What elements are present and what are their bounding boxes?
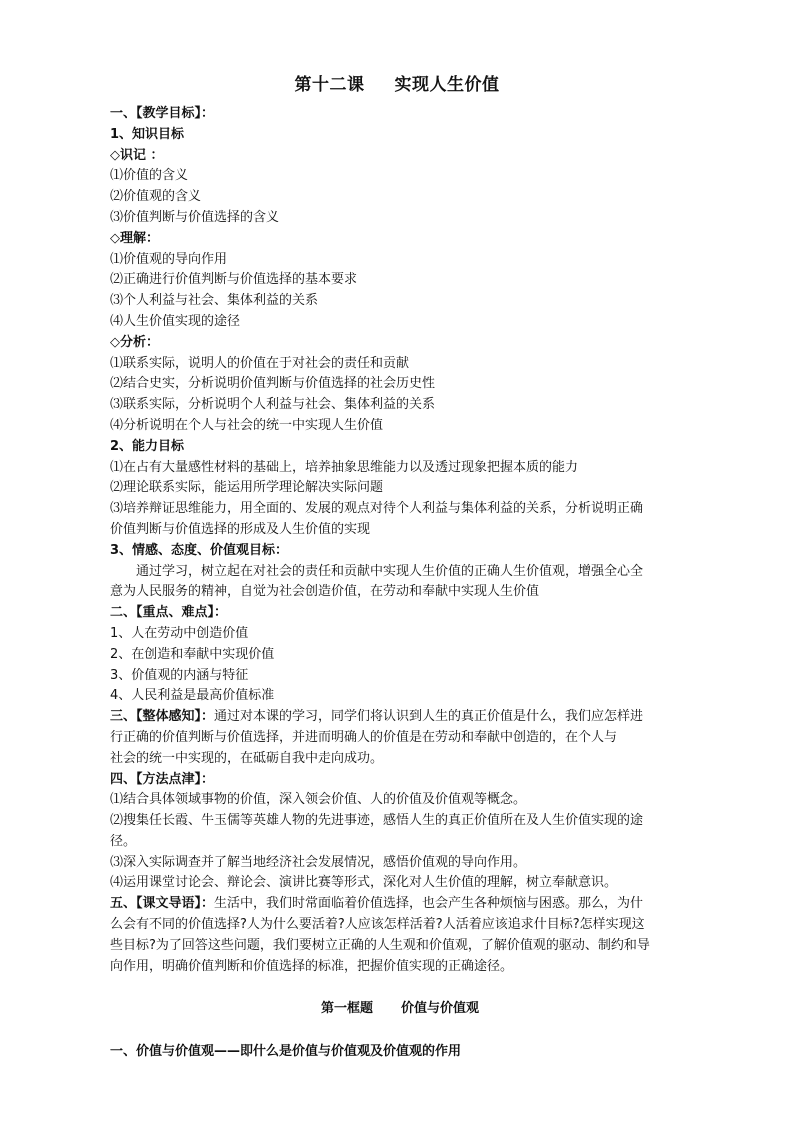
lesson-title bbox=[0, 70, 794, 95]
list-item: ⑴在占有大量感性材料的基础上，培养抽象思维能力以及透过现象把握本质的能力 bbox=[110, 459, 579, 475]
list-item: ⑵结合史实，分析说明价值判断与价值选择的社会历史性 bbox=[110, 376, 436, 392]
list-item: 1、人在劳动中创造价值 bbox=[110, 625, 249, 641]
heading-understand: ◇理解： bbox=[110, 230, 159, 246]
list-item: ⑵理论联系实际，能运用所学理论解决实际问题 bbox=[110, 480, 384, 496]
list-item: ⑷运用课堂讨论会、辩论会、演讲比赛等形式，深化对人生价值的理解，树立奉献意识。 bbox=[110, 875, 618, 891]
list-item: 价值判断与价值选择的形成及人生价值的实现 bbox=[110, 521, 371, 537]
heading-intro: 五、【课文导语】： bbox=[110, 896, 215, 912]
section-heading: 一、价值与价值观——即什么是价值与价值观及价值观的作用 bbox=[110, 1044, 462, 1060]
paragraph-line: 通过学习，树立起在对社会的责任和贡献中实现人生价值的正确人生价值观，增强全心全 bbox=[136, 563, 644, 579]
heading-key-points: 二、【重点、难点】： bbox=[110, 605, 228, 621]
list-item: 3、价值观的内涵与特征 bbox=[110, 667, 249, 683]
list-item: ⑴价值观的导向作用 bbox=[110, 251, 228, 267]
overview-line: 行正确的价值判断与价值选择，并进而明确人的价值是在劳动和奉献中创造的，在个人与 bbox=[110, 729, 618, 745]
list-item: 4、人民利益是最高价值标准 bbox=[110, 688, 275, 704]
list-item: 径。 bbox=[110, 833, 137, 849]
lesson-name: 实现人生价值 bbox=[394, 75, 500, 95]
subheading-part: 第一框题 bbox=[320, 1001, 373, 1017]
heading-teaching-goals: 一、【教学目标】： bbox=[110, 106, 215, 121]
list-item: ⑶联系实际，分析说明个人利益与社会、集体利益的关系 bbox=[110, 397, 436, 413]
heading-knowledge-goals: 1、知识目标 bbox=[110, 126, 185, 142]
intro-text: 生活中，我们时常面临着价值选择，也会产生各种烦恼与困惑。那么，为什 bbox=[214, 896, 644, 912]
list-item: ⑷分析说明在个人与社会的统一中实现人生价值 bbox=[110, 417, 384, 433]
list-item: ⑴结合具体领域事物的价值，深入领会价值、人的价值及价值观等概念。 bbox=[110, 792, 527, 808]
intro-line: 向作用，明确价值判断和价值选择的标准，把握价值实现的正确途径。 bbox=[110, 958, 514, 974]
intro-line: 些目标?为了回答这些问题，我们要树立正确的人生观和价值观，了解价值观的驱动、制约和导 bbox=[110, 937, 650, 953]
list-item: ⑶个人利益与社会、集体利益的关系 bbox=[110, 293, 319, 309]
intro-line: 么会有不同的价值选择?人为什么要活着?人应该怎样活着?人活着应该追求什目标?怎样实现这 bbox=[110, 917, 645, 933]
subheading bbox=[110, 999, 690, 1020]
heading-analyze: ◇分析： bbox=[110, 334, 159, 350]
overview-line: 社会的统一中实现的，在砥砺自我中走向成功。 bbox=[110, 750, 384, 766]
heading-method: 四、【方法点津】： bbox=[110, 771, 215, 787]
list-item: ⑶深入实际调查并了解当地经济社会发展情况，感悟价值观的导向作用。 bbox=[110, 854, 527, 870]
heading-ability-goals: 2、能力目标 bbox=[110, 438, 185, 454]
list-item: ⑴联系实际，说明人的价值在于对社会的责任和贡献 bbox=[110, 355, 410, 371]
list-item: 2、在创造和奉献中实现价值 bbox=[110, 646, 275, 662]
intro-line bbox=[110, 894, 690, 915]
list-item: ⑴价值的含义 bbox=[110, 168, 189, 184]
paragraph-line: 意为人民服务的精神，自觉为社会创造价值，在劳动和奉献中实现人生价值 bbox=[110, 584, 540, 600]
heading-attitude-goals: 3、情感、态度、价值观目标： bbox=[110, 542, 289, 558]
heading-overview: 三、【整体感知】： bbox=[110, 709, 215, 725]
overview-text: 通过对本课的学习，同学们将认识到人生的真正价值是什么，我们应怎样进 bbox=[214, 709, 644, 725]
subheading-name: 价值与价值观 bbox=[401, 1001, 480, 1017]
lesson-number: 第十二课 bbox=[294, 75, 365, 95]
list-item: ⑶价值判断与价值选择的含义 bbox=[110, 209, 280, 225]
document-body bbox=[110, 104, 690, 1063]
list-item: ⑶培养辩证思维能力，用全面的、发展的观点对待个人利益与集体利益的关系，分析说明正确 bbox=[110, 501, 644, 517]
list-item: ⑵价值观的含义 bbox=[110, 189, 202, 205]
list-item: ⑵搜集任长霞、牛玉儒等英雄人物的先进事迹，感悟人生的真正价值所在及人生价值实现的途 bbox=[110, 813, 644, 829]
list-item: ⑵正确进行价值判断与价值选择的基本要求 bbox=[110, 272, 358, 288]
overview-line bbox=[110, 707, 690, 728]
heading-memorize: ◇识记 ： bbox=[110, 147, 164, 163]
list-item: ⑷人生价值实现的途径 bbox=[110, 313, 241, 329]
